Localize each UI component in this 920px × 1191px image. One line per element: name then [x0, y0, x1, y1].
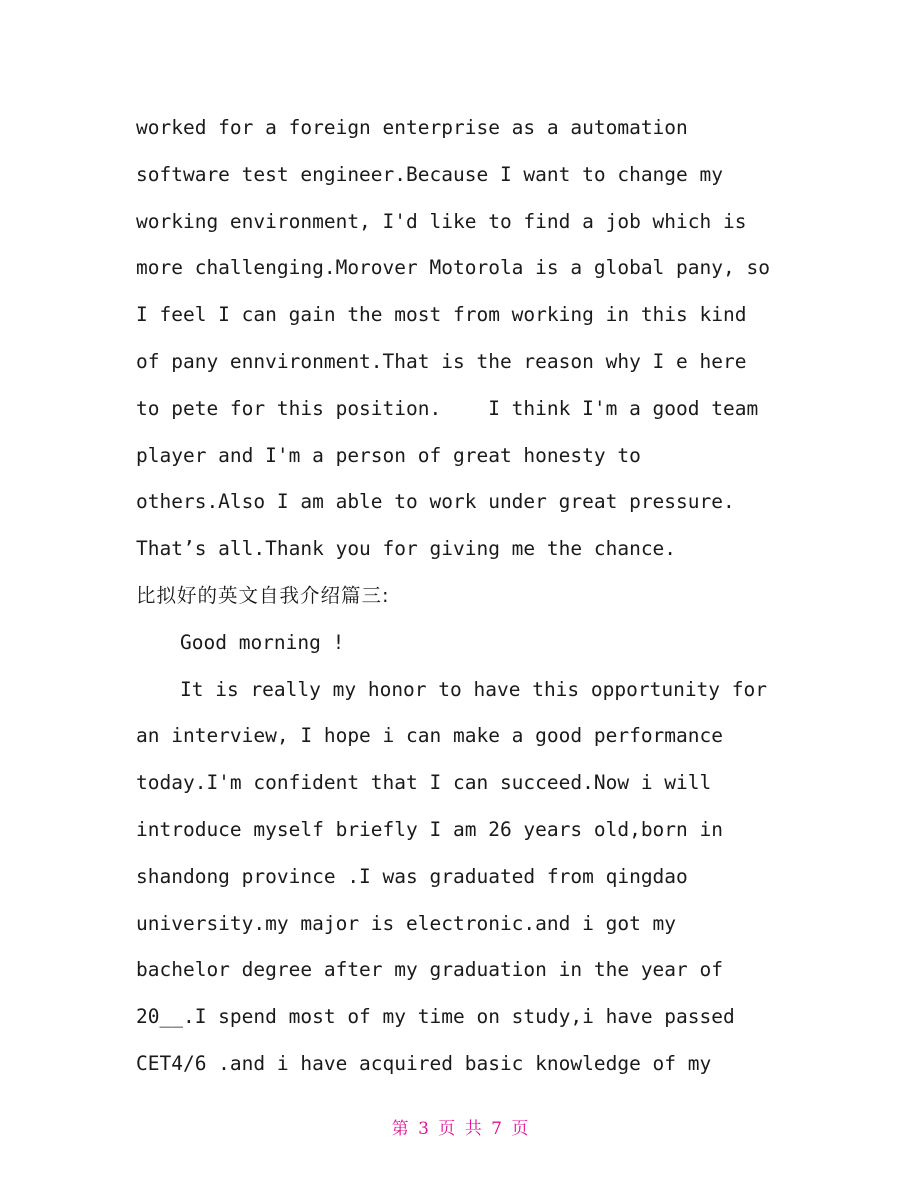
paragraph-line: worked for a foreign enterprise as a automation — [136, 116, 688, 139]
paragraph-line: to pete for this position. I think I'm a good team — [136, 396, 759, 420]
paragraph-first-line: It is really my honor to have this opportunity for — [180, 677, 767, 701]
paragraph-line: 20__.I spend most of my time on study,i have passed — [136, 1005, 735, 1029]
paragraph-line: working environment, I'd like to find a job which is — [136, 209, 747, 233]
paragraph-line: I feel I can gain the most from working in this kind — [136, 303, 747, 327]
paragraph-line: today.I'm confident that I can succeed.Now i will — [136, 771, 712, 795]
paragraph-line: CET4/6 .and i have acquired basic knowledge of my — [136, 1051, 712, 1075]
paragraph-line: more challenging.Morover Motorola is a global pany, so — [136, 256, 770, 280]
paragraph-line: of pany ennvironment.That is the reason why I e here — [136, 349, 747, 373]
paragraph-line: others.Also I am able to work under great pressure. — [136, 490, 735, 514]
paragraph-line: software test engineer.Because I want to change my — [136, 162, 723, 186]
page-number-footer: 第 3 页 共 7 页 — [391, 1119, 529, 1139]
paragraph-line: That’s all.Thank you for giving me the chance. — [136, 537, 677, 561]
paragraph-line: bachelor degree after my graduation in the year of — [136, 958, 723, 982]
paragraph-line: player and I'm a person of great honesty to — [136, 443, 641, 467]
paragraph-line: shandong province .I was graduated from qingdao — [136, 864, 688, 888]
section-heading: 比拟好的英文自我介绍篇三: — [136, 583, 390, 607]
greeting-line: Good morning ! — [180, 630, 345, 654]
paragraph-line: university.my major is electronic.and i got my — [136, 911, 677, 935]
paragraph-line: introduce myself briefly I am 26 years old,born in — [136, 817, 723, 841]
document-body — [136, 105, 796, 1088]
paragraph-line: an interview, I hope i can make a good performance — [136, 724, 723, 748]
